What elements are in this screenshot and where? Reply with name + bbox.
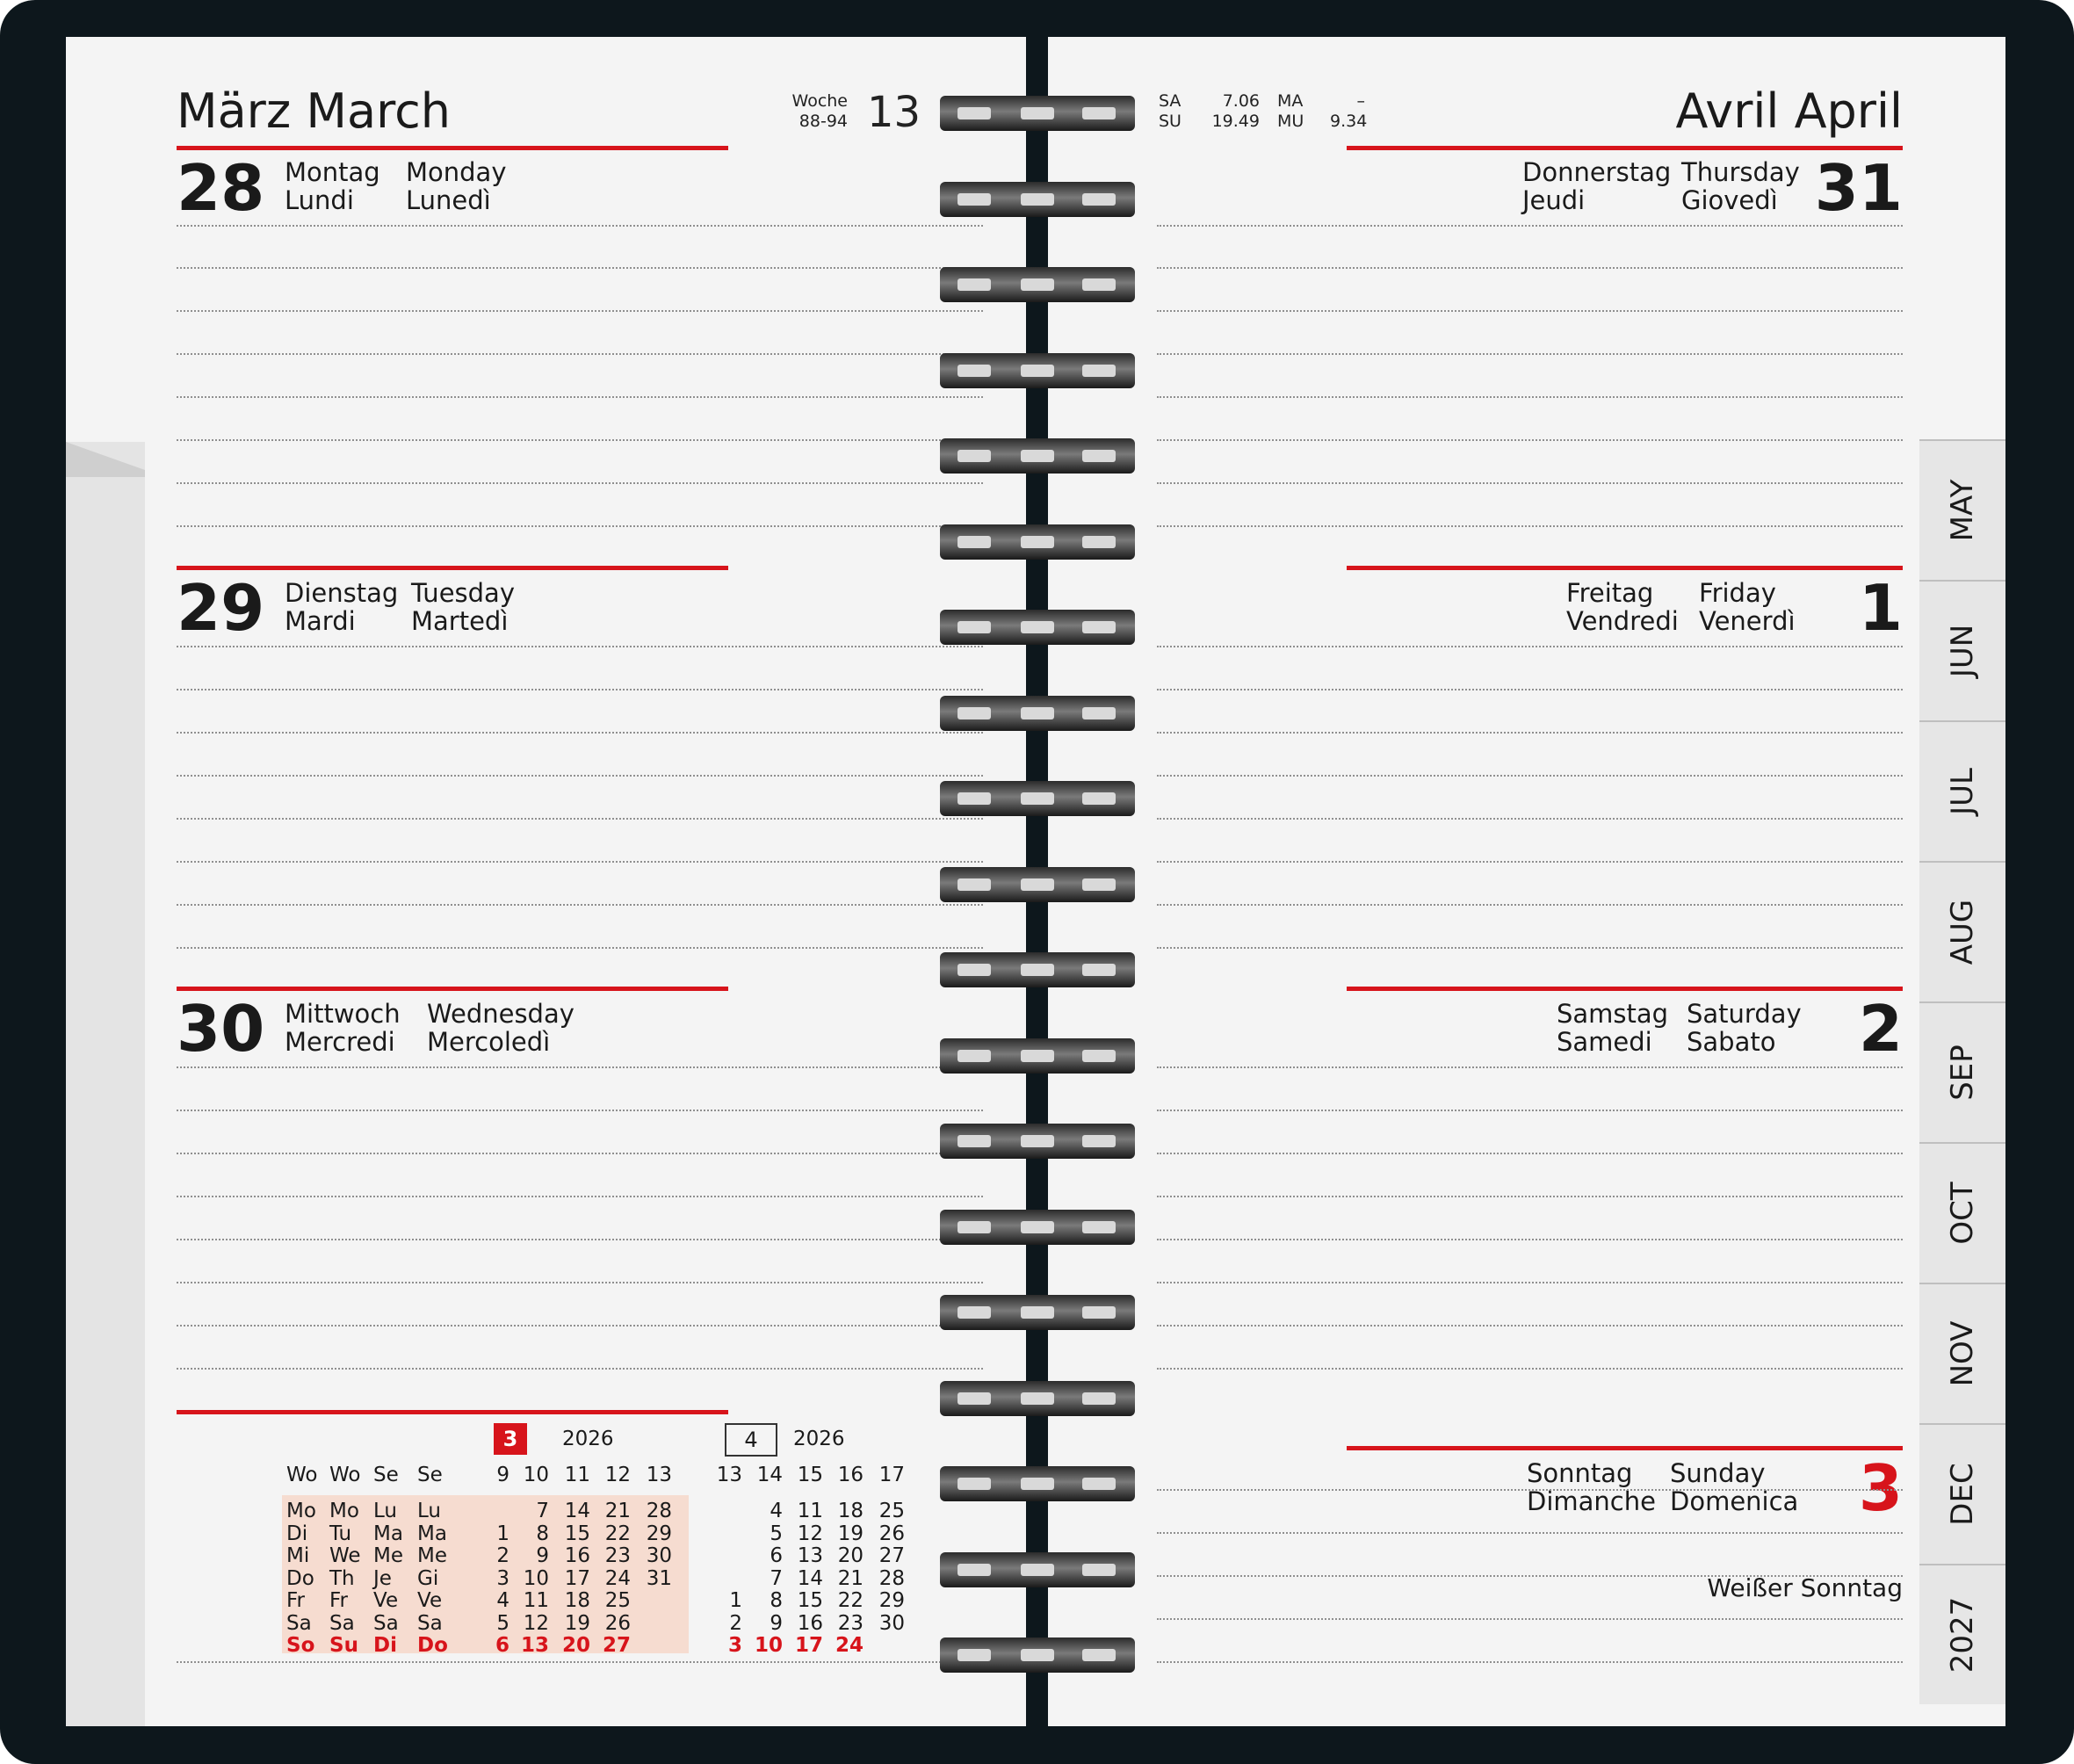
calendar-cell: 8 bbox=[770, 1589, 783, 1612]
calendar-cell: We bbox=[329, 1544, 361, 1567]
calendar-cell: 12 bbox=[797, 1522, 823, 1545]
writing-line[interactable] bbox=[177, 396, 983, 398]
calendar-cell: 27 bbox=[878, 1544, 905, 1567]
calendar-cell: 12 bbox=[604, 1464, 631, 1486]
writing-line[interactable] bbox=[1157, 818, 1903, 820]
day-divider bbox=[177, 987, 728, 991]
writing-line[interactable] bbox=[177, 353, 983, 355]
writing-line[interactable] bbox=[1157, 1489, 1903, 1491]
calendar-cell: Tu bbox=[329, 1522, 352, 1545]
writing-line[interactable] bbox=[177, 646, 983, 647]
writing-line[interactable] bbox=[1157, 732, 1903, 734]
day-name-de-fr: Samstag Samedi bbox=[1557, 999, 1669, 1057]
writing-line[interactable] bbox=[1157, 1153, 1903, 1154]
calendar-cell: Sa bbox=[329, 1611, 355, 1635]
calendar-cell: Su bbox=[329, 1634, 358, 1657]
calendar-cell: Se bbox=[417, 1464, 443, 1486]
month-tab-label: OCT bbox=[1945, 1182, 1980, 1245]
day-divider bbox=[177, 566, 728, 570]
writing-line[interactable] bbox=[177, 775, 983, 777]
writing-line[interactable] bbox=[177, 525, 983, 527]
month-tab-label: AUG bbox=[1945, 899, 1980, 965]
writing-line[interactable] bbox=[177, 689, 983, 690]
calendar-cell: 31 bbox=[646, 1566, 672, 1590]
binder-ring bbox=[940, 1463, 1135, 1505]
calendar-cell: 9 bbox=[536, 1544, 549, 1567]
writing-line[interactable] bbox=[1157, 1368, 1903, 1370]
calendar-cell: 29 bbox=[646, 1522, 672, 1545]
month-tab-label: NOV bbox=[1945, 1320, 1980, 1387]
writing-line[interactable] bbox=[1157, 1196, 1903, 1197]
writing-line[interactable] bbox=[1157, 1575, 1903, 1577]
day-name-de-fr: Sonntag Dimanche bbox=[1527, 1458, 1656, 1516]
calendar-cell: 7 bbox=[536, 1500, 549, 1522]
calendar-cell: Ve bbox=[373, 1589, 399, 1612]
writing-line[interactable] bbox=[1157, 310, 1903, 312]
calendar-cell: 25 bbox=[878, 1500, 905, 1522]
writing-line[interactable] bbox=[177, 1110, 983, 1111]
calendar-cell: 20 bbox=[837, 1544, 864, 1567]
writing-line[interactable] bbox=[177, 818, 983, 820]
day-divider bbox=[177, 146, 728, 150]
calendar-cell: Mo bbox=[286, 1500, 316, 1522]
writing-line[interactable] bbox=[1157, 1066, 1903, 1068]
page-flap bbox=[66, 442, 145, 1726]
week-number: 13 bbox=[867, 88, 921, 137]
calendar-cell: 18 bbox=[837, 1500, 864, 1522]
month-tab-label: DEC bbox=[1945, 1463, 1980, 1526]
calendar-cell: Ma bbox=[373, 1522, 403, 1545]
week-label: Woche 88-94 bbox=[791, 91, 848, 131]
calendar-cell: Je bbox=[373, 1566, 392, 1590]
binder-ring bbox=[940, 350, 1135, 392]
calendar-cell: 22 bbox=[604, 1522, 631, 1545]
writing-line[interactable] bbox=[177, 225, 983, 227]
binder-ring bbox=[940, 1206, 1135, 1248]
calendar-cell: Lu bbox=[373, 1500, 397, 1522]
writing-line[interactable] bbox=[177, 1661, 983, 1663]
calendar-cell: Do bbox=[286, 1566, 314, 1590]
writing-line[interactable] bbox=[177, 861, 983, 863]
writing-line[interactable] bbox=[1157, 353, 1903, 355]
day-name-de-fr: Freitag Vendredi bbox=[1566, 578, 1679, 636]
calendar-cell: 5 bbox=[496, 1611, 509, 1635]
calendar-cell: 3 bbox=[727, 1634, 742, 1657]
binder-ring bbox=[940, 521, 1135, 563]
writing-line[interactable] bbox=[1157, 646, 1903, 647]
binder-ring bbox=[940, 1549, 1135, 1591]
calendar-cell: 29 bbox=[878, 1589, 905, 1612]
day-divider bbox=[1347, 566, 1903, 570]
calendar-cell: 5 bbox=[770, 1522, 783, 1545]
flap-edge bbox=[66, 442, 145, 477]
calendar-cell: 26 bbox=[878, 1522, 905, 1545]
calendar-cell: Mo bbox=[329, 1500, 359, 1522]
calendar-cell: 15 bbox=[797, 1589, 823, 1612]
calendar-cell: 24 bbox=[604, 1566, 631, 1590]
calendar-cell: 4 bbox=[770, 1500, 783, 1522]
writing-line[interactable] bbox=[1157, 1661, 1903, 1663]
binder-ring bbox=[940, 949, 1135, 991]
calendar-cell: 17 bbox=[564, 1566, 590, 1590]
month-title: März March bbox=[177, 83, 452, 139]
calendar-cell: 17 bbox=[794, 1634, 823, 1657]
writing-line[interactable] bbox=[177, 1239, 983, 1240]
month-tab-label: JUL bbox=[1945, 768, 1980, 815]
calendar-cell: 19 bbox=[837, 1522, 864, 1545]
writing-line[interactable] bbox=[1157, 482, 1903, 484]
calendar-cell: 4 bbox=[496, 1589, 509, 1612]
day-number: 30 bbox=[177, 992, 265, 1066]
calendar-cell: 27 bbox=[602, 1634, 631, 1657]
day-number-sunday: 3 bbox=[1858, 1451, 1903, 1525]
calendar-cell: 30 bbox=[878, 1611, 905, 1635]
writing-line[interactable] bbox=[1157, 439, 1903, 441]
month-tab[interactable] bbox=[1919, 720, 2005, 861]
month-b-box: 4 bbox=[725, 1423, 777, 1457]
calendar-cell: 11 bbox=[797, 1500, 823, 1522]
calendar-cell: Do bbox=[417, 1634, 448, 1657]
writing-line[interactable] bbox=[1157, 396, 1903, 398]
month-title: Avril April bbox=[1675, 83, 1903, 139]
month-tab[interactable] bbox=[1919, 580, 2005, 720]
calendar-cell: 9 bbox=[770, 1611, 783, 1635]
calendar-cell: 9 bbox=[496, 1464, 509, 1486]
day-divider bbox=[1347, 146, 1903, 150]
calendar-cell: 17 bbox=[878, 1464, 905, 1486]
day-number: 2 bbox=[1858, 992, 1903, 1066]
month-tab-label: 2027 bbox=[1945, 1596, 1980, 1674]
writing-line[interactable] bbox=[1157, 1325, 1903, 1327]
binder-ring bbox=[940, 435, 1135, 477]
calendar-cell: 13 bbox=[716, 1464, 742, 1486]
writing-line[interactable] bbox=[177, 1196, 983, 1197]
day-number: 29 bbox=[177, 571, 265, 645]
day-number: 28 bbox=[177, 151, 265, 225]
calendar-cell: Ve bbox=[417, 1589, 443, 1612]
binder-ring bbox=[940, 1291, 1135, 1334]
left-page bbox=[66, 37, 1028, 1726]
writing-line[interactable] bbox=[1157, 1618, 1903, 1620]
writing-line[interactable] bbox=[177, 267, 983, 269]
day-name-en-it: Friday Venerdì bbox=[1699, 578, 1796, 636]
binder-ring bbox=[940, 1120, 1135, 1162]
writing-line[interactable] bbox=[1157, 947, 1903, 949]
calendar-cell: 21 bbox=[837, 1566, 864, 1590]
month-tab[interactable] bbox=[1919, 861, 2005, 1001]
month-tab[interactable] bbox=[1919, 1001, 2005, 1142]
calendar-cell: 11 bbox=[564, 1464, 590, 1486]
writing-line[interactable] bbox=[1157, 1239, 1903, 1240]
calendar-cell: Gi bbox=[417, 1566, 439, 1590]
calendar-cell: 16 bbox=[797, 1611, 823, 1635]
calendar-cell: 1 bbox=[496, 1522, 509, 1545]
calendar-cell: Wo bbox=[286, 1464, 318, 1486]
writing-line[interactable] bbox=[1157, 1110, 1903, 1111]
calendar-divider bbox=[177, 1410, 728, 1414]
writing-line[interactable] bbox=[1157, 689, 1903, 690]
binder-ring bbox=[940, 178, 1135, 220]
calendar-cell: Di bbox=[373, 1634, 397, 1657]
calendar-cell: Th bbox=[329, 1566, 355, 1590]
calendar-cell: So bbox=[286, 1634, 315, 1657]
month-tab[interactable] bbox=[1919, 1423, 2005, 1564]
writing-line[interactable] bbox=[177, 1368, 983, 1370]
calendar-cell: Fr bbox=[329, 1589, 349, 1612]
month-tab-label: JUN bbox=[1945, 624, 1980, 678]
calendar-cell: 6 bbox=[770, 1544, 783, 1567]
binder-ring bbox=[940, 1377, 1135, 1420]
month-a-year: 2026 bbox=[562, 1428, 614, 1450]
right-page bbox=[1048, 37, 2005, 1726]
calendar-cell: 18 bbox=[564, 1589, 590, 1612]
calendar-cell: 7 bbox=[770, 1566, 783, 1590]
month-tab[interactable] bbox=[1919, 439, 2005, 580]
binder-ring bbox=[940, 777, 1135, 820]
calendar-cell: 28 bbox=[878, 1566, 905, 1590]
calendar-cell: Ma bbox=[417, 1522, 447, 1545]
binder-ring bbox=[940, 692, 1135, 734]
month-tab-label: SEP bbox=[1945, 1045, 1980, 1101]
calendar-cell: 14 bbox=[756, 1464, 783, 1486]
calendar-cell: 10 bbox=[754, 1634, 783, 1657]
writing-line[interactable] bbox=[177, 947, 983, 949]
calendar-cell: 13 bbox=[797, 1544, 823, 1567]
writing-line[interactable] bbox=[177, 904, 983, 906]
writing-line[interactable] bbox=[1157, 267, 1903, 269]
calendar-cell: 24 bbox=[835, 1634, 864, 1657]
calendar-cell: 20 bbox=[561, 1634, 590, 1657]
month-tab[interactable] bbox=[1919, 1564, 2005, 1704]
calendar-cell: 13 bbox=[520, 1634, 549, 1657]
writing-line[interactable] bbox=[1157, 525, 1903, 527]
day-name-en-it: Sunday Domenica bbox=[1670, 1458, 1799, 1516]
month-a-box: 3 bbox=[494, 1423, 527, 1455]
day-name-de-fr: Dienstag Mardi bbox=[285, 578, 399, 636]
calendar-cell: 6 bbox=[495, 1634, 509, 1657]
calendar-cell: 23 bbox=[837, 1611, 864, 1635]
writing-line[interactable] bbox=[177, 1282, 983, 1283]
writing-line[interactable] bbox=[177, 310, 983, 312]
day-divider bbox=[1347, 987, 1903, 991]
writing-line[interactable] bbox=[177, 1153, 983, 1154]
day-name-en-it: Thursday Giovedì bbox=[1681, 157, 1800, 215]
calendar-cell: 2 bbox=[729, 1611, 742, 1635]
day-name-de-fr: Montag Lundi bbox=[285, 157, 380, 215]
holiday-label: Weißer Sonntag bbox=[1707, 1573, 1903, 1602]
day-name-de-fr: Mittwoch Mercredi bbox=[285, 999, 401, 1057]
calendar-cell: 10 bbox=[523, 1566, 549, 1590]
calendar-cell: 13 bbox=[646, 1464, 672, 1486]
calendar-cell: Lu bbox=[417, 1500, 441, 1522]
writing-line[interactable] bbox=[1157, 861, 1903, 863]
writing-line[interactable] bbox=[1157, 775, 1903, 777]
day-name-en-it: Tuesday Martedì bbox=[411, 578, 515, 636]
binder-ring bbox=[940, 92, 1135, 134]
writing-line[interactable] bbox=[177, 1325, 983, 1327]
writing-line[interactable] bbox=[177, 439, 983, 441]
calendar-cell: Wo bbox=[329, 1464, 361, 1486]
calendar-cell: Sa bbox=[373, 1611, 399, 1635]
writing-line[interactable] bbox=[177, 1066, 983, 1068]
calendar-cell: Sa bbox=[286, 1611, 312, 1635]
month-tab[interactable] bbox=[1919, 1142, 2005, 1283]
calendar-cell: 10 bbox=[523, 1464, 549, 1486]
calendar-cell: 16 bbox=[837, 1464, 864, 1486]
calendar-cell: 15 bbox=[564, 1522, 590, 1545]
day-divider bbox=[1347, 1446, 1903, 1450]
day-name-en-it: Monday Lunedì bbox=[406, 157, 507, 215]
calendar-cell: 11 bbox=[523, 1589, 549, 1612]
calendar-cell: 15 bbox=[797, 1464, 823, 1486]
day-name-de-fr: Donnerstag Jeudi bbox=[1522, 157, 1672, 215]
calendar-cell: 16 bbox=[564, 1544, 590, 1567]
calendar-cell: 23 bbox=[604, 1544, 631, 1567]
calendar-cell: Me bbox=[373, 1544, 403, 1567]
calendar-cell: 14 bbox=[797, 1566, 823, 1590]
calendar-cell: Se bbox=[373, 1464, 399, 1486]
writing-line[interactable] bbox=[1157, 1282, 1903, 1283]
writing-line[interactable] bbox=[1157, 904, 1903, 906]
calendar-cell: Mi bbox=[286, 1544, 310, 1567]
sun-moon-times: SA 7.06 MA – SU 19.49 MU 9.34 bbox=[1159, 91, 1368, 131]
calendar-cell: 30 bbox=[646, 1544, 672, 1567]
calendar-cell: 3 bbox=[496, 1566, 509, 1590]
calendar-cell: Sa bbox=[417, 1611, 443, 1635]
calendar-cell: 12 bbox=[523, 1611, 549, 1635]
writing-line[interactable] bbox=[1157, 225, 1903, 227]
binder-ring bbox=[940, 864, 1135, 906]
calendar-cell: 22 bbox=[837, 1589, 864, 1612]
calendar-cell: 2 bbox=[496, 1544, 509, 1567]
calendar-cell: 21 bbox=[604, 1500, 631, 1522]
calendar-cell: Fr bbox=[286, 1589, 306, 1612]
calendar-cell: 14 bbox=[564, 1500, 590, 1522]
calendar-cell: 25 bbox=[604, 1589, 631, 1612]
binder-ring bbox=[940, 606, 1135, 648]
calendar-cell: 28 bbox=[646, 1500, 672, 1522]
calendar-cell: Di bbox=[286, 1522, 308, 1545]
writing-line[interactable] bbox=[177, 732, 983, 734]
writing-line[interactable] bbox=[177, 482, 983, 484]
month-b-year: 2026 bbox=[793, 1428, 845, 1450]
month-tab-label: MAY bbox=[1945, 479, 1980, 542]
calendar-cell: Me bbox=[417, 1544, 447, 1567]
calendar-cell: 8 bbox=[536, 1522, 549, 1545]
day-name-en-it: Wednesday Mercoledì bbox=[427, 999, 575, 1057]
calendar-cell: 1 bbox=[729, 1589, 742, 1612]
day-number: 31 bbox=[1814, 151, 1903, 225]
day-name-en-it: Saturday Sabato bbox=[1687, 999, 1802, 1057]
binder-ring bbox=[940, 264, 1135, 306]
calendar-cell: 19 bbox=[564, 1611, 590, 1635]
writing-line[interactable] bbox=[1157, 1532, 1903, 1534]
month-tab[interactable] bbox=[1919, 1283, 2005, 1423]
day-number: 1 bbox=[1858, 571, 1903, 645]
binder-ring bbox=[940, 1634, 1135, 1676]
calendar-cell: 26 bbox=[604, 1611, 631, 1635]
binder-ring bbox=[940, 1035, 1135, 1077]
